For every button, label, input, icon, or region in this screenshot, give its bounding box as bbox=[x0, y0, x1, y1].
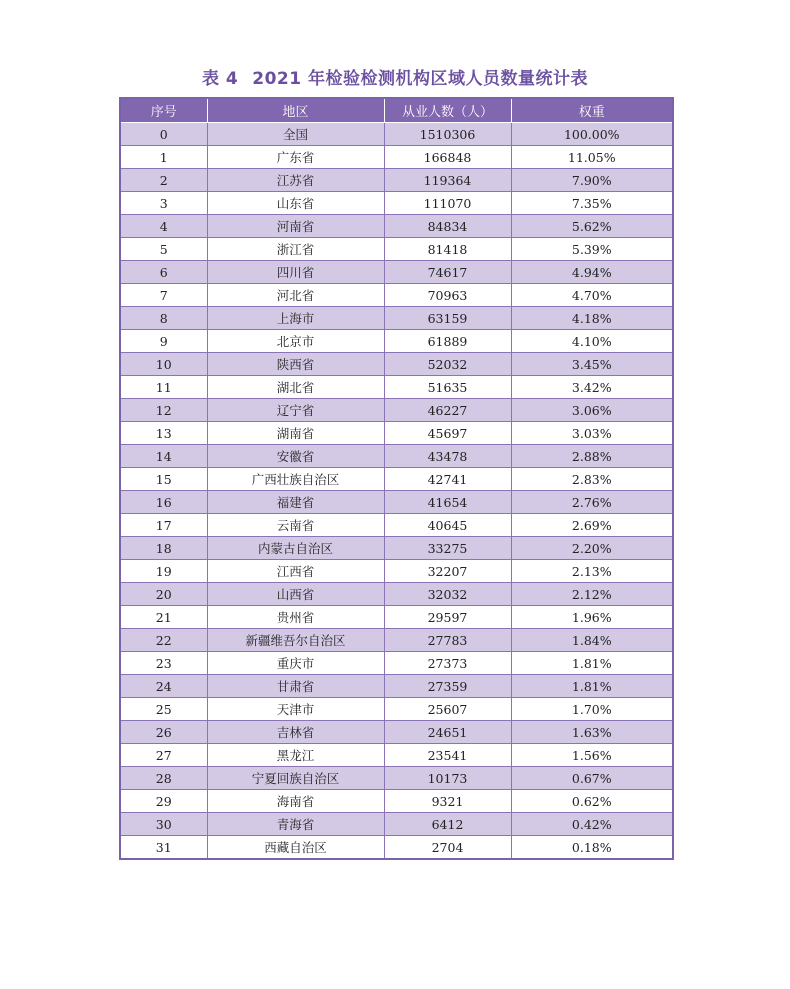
weight-cell: 2.13% bbox=[511, 560, 673, 583]
employees-cell: 41654 bbox=[384, 491, 511, 514]
weight-cell: 2.76% bbox=[511, 491, 673, 514]
index-cell: 3 bbox=[120, 192, 207, 215]
weight-cell: 0.42% bbox=[511, 813, 673, 836]
weight-cell: 3.03% bbox=[511, 422, 673, 445]
table-row bbox=[120, 376, 673, 399]
employees-cell: 24651 bbox=[384, 721, 511, 744]
employees-cell: 1510306 bbox=[384, 123, 511, 146]
table-row bbox=[120, 169, 673, 192]
index-cell: 5 bbox=[120, 238, 207, 261]
employees-cell: 61889 bbox=[384, 330, 511, 353]
region-cell: 湖南省 bbox=[207, 422, 384, 445]
table-number: 表 4 bbox=[202, 69, 239, 89]
weight-cell: 3.42% bbox=[511, 376, 673, 399]
employees-cell: 6412 bbox=[384, 813, 511, 836]
employees-cell: 111070 bbox=[384, 192, 511, 215]
table-row bbox=[120, 261, 673, 284]
index-cell: 27 bbox=[120, 744, 207, 767]
weight-cell: 0.18% bbox=[511, 836, 673, 860]
region-cell: 陕西省 bbox=[207, 353, 384, 376]
region-cell: 江苏省 bbox=[207, 169, 384, 192]
employees-cell: 74617 bbox=[384, 261, 511, 284]
index-cell: 10 bbox=[120, 353, 207, 376]
column-header-employees: 从业人数（人） bbox=[384, 98, 511, 123]
index-cell: 6 bbox=[120, 261, 207, 284]
employees-cell: 45697 bbox=[384, 422, 511, 445]
weight-cell: 2.88% bbox=[511, 445, 673, 468]
table-row bbox=[120, 514, 673, 537]
region-cell: 山西省 bbox=[207, 583, 384, 606]
table-row bbox=[120, 330, 673, 353]
employees-cell: 81418 bbox=[384, 238, 511, 261]
table-row bbox=[120, 537, 673, 560]
table-row bbox=[120, 192, 673, 215]
region-cell: 浙江省 bbox=[207, 238, 384, 261]
region-cell: 内蒙古自治区 bbox=[207, 537, 384, 560]
weight-cell: 1.56% bbox=[511, 744, 673, 767]
table-row bbox=[120, 491, 673, 514]
index-cell: 29 bbox=[120, 790, 207, 813]
employees-cell: 29597 bbox=[384, 606, 511, 629]
weight-cell: 0.62% bbox=[511, 790, 673, 813]
region-cell: 新疆维吾尔自治区 bbox=[207, 629, 384, 652]
table-row bbox=[120, 238, 673, 261]
weight-cell: 11.05% bbox=[511, 146, 673, 169]
employees-cell: 51635 bbox=[384, 376, 511, 399]
employees-cell: 33275 bbox=[384, 537, 511, 560]
region-cell: 全国 bbox=[207, 123, 384, 146]
index-cell: 26 bbox=[120, 721, 207, 744]
column-header-index: 序号 bbox=[120, 98, 207, 123]
weight-cell: 1.96% bbox=[511, 606, 673, 629]
table-row bbox=[120, 652, 673, 675]
index-cell: 31 bbox=[120, 836, 207, 860]
table-row bbox=[120, 721, 673, 744]
employees-cell: 70963 bbox=[384, 284, 511, 307]
employees-cell: 27783 bbox=[384, 629, 511, 652]
weight-cell: 2.12% bbox=[511, 583, 673, 606]
table-row bbox=[120, 284, 673, 307]
weight-cell: 5.39% bbox=[511, 238, 673, 261]
table-row bbox=[120, 215, 673, 238]
region-cell: 广东省 bbox=[207, 146, 384, 169]
index-cell: 4 bbox=[120, 215, 207, 238]
weight-cell: 3.06% bbox=[511, 399, 673, 422]
employees-cell: 27373 bbox=[384, 652, 511, 675]
index-cell: 1 bbox=[120, 146, 207, 169]
weight-cell: 1.63% bbox=[511, 721, 673, 744]
index-cell: 28 bbox=[120, 767, 207, 790]
region-cell: 吉林省 bbox=[207, 721, 384, 744]
employees-cell: 9321 bbox=[384, 790, 511, 813]
column-header-weight: 权重 bbox=[511, 98, 673, 123]
region-cell: 广西壮族自治区 bbox=[207, 468, 384, 491]
index-cell: 17 bbox=[120, 514, 207, 537]
region-cell: 河南省 bbox=[207, 215, 384, 238]
region-cell: 山东省 bbox=[207, 192, 384, 215]
table-row bbox=[120, 307, 673, 330]
region-cell: 湖北省 bbox=[207, 376, 384, 399]
table-row bbox=[120, 767, 673, 790]
region-cell: 北京市 bbox=[207, 330, 384, 353]
region-cell: 重庆市 bbox=[207, 652, 384, 675]
index-cell: 7 bbox=[120, 284, 207, 307]
employees-cell: 40645 bbox=[384, 514, 511, 537]
region-cell: 安徽省 bbox=[207, 445, 384, 468]
table-title-text: 2021 年检验检测机构区域人员数量统计表 bbox=[252, 69, 588, 89]
index-cell: 13 bbox=[120, 422, 207, 445]
table-row bbox=[120, 675, 673, 698]
table-row bbox=[120, 445, 673, 468]
index-cell: 30 bbox=[120, 813, 207, 836]
region-cell: 海南省 bbox=[207, 790, 384, 813]
table-title bbox=[0, 64, 790, 89]
weight-cell: 2.20% bbox=[511, 537, 673, 560]
employees-cell: 32032 bbox=[384, 583, 511, 606]
index-cell: 19 bbox=[120, 560, 207, 583]
weight-cell: 1.84% bbox=[511, 629, 673, 652]
region-cell: 黑龙江 bbox=[207, 744, 384, 767]
table-row bbox=[120, 560, 673, 583]
index-cell: 16 bbox=[120, 491, 207, 514]
employees-cell: 10173 bbox=[384, 767, 511, 790]
employees-cell: 25607 bbox=[384, 698, 511, 721]
index-cell: 0 bbox=[120, 123, 207, 146]
table-row bbox=[120, 836, 673, 860]
table-row bbox=[120, 468, 673, 491]
index-cell: 12 bbox=[120, 399, 207, 422]
table-row bbox=[120, 146, 673, 169]
table-row bbox=[120, 583, 673, 606]
weight-cell: 2.83% bbox=[511, 468, 673, 491]
weight-cell: 1.70% bbox=[511, 698, 673, 721]
index-cell: 24 bbox=[120, 675, 207, 698]
weight-cell: 100.00% bbox=[511, 123, 673, 146]
weight-cell: 1.81% bbox=[511, 652, 673, 675]
table-body bbox=[120, 123, 673, 860]
index-cell: 2 bbox=[120, 169, 207, 192]
table-row bbox=[120, 606, 673, 629]
region-cell: 西藏自治区 bbox=[207, 836, 384, 860]
employees-cell: 46227 bbox=[384, 399, 511, 422]
weight-cell: 5.62% bbox=[511, 215, 673, 238]
weight-cell: 4.10% bbox=[511, 330, 673, 353]
table-row bbox=[120, 629, 673, 652]
employees-cell: 43478 bbox=[384, 445, 511, 468]
index-cell: 9 bbox=[120, 330, 207, 353]
employees-cell: 23541 bbox=[384, 744, 511, 767]
employees-cell: 2704 bbox=[384, 836, 511, 860]
weight-cell: 1.81% bbox=[511, 675, 673, 698]
index-cell: 11 bbox=[120, 376, 207, 399]
region-cell: 四川省 bbox=[207, 261, 384, 284]
employees-cell: 32207 bbox=[384, 560, 511, 583]
table-row bbox=[120, 422, 673, 445]
column-header-region: 地区 bbox=[207, 98, 384, 123]
employees-cell: 52032 bbox=[384, 353, 511, 376]
weight-cell: 7.90% bbox=[511, 169, 673, 192]
employees-cell: 119364 bbox=[384, 169, 511, 192]
table-row bbox=[120, 744, 673, 767]
region-cell: 甘肃省 bbox=[207, 675, 384, 698]
employees-cell: 27359 bbox=[384, 675, 511, 698]
index-cell: 25 bbox=[120, 698, 207, 721]
index-cell: 23 bbox=[120, 652, 207, 675]
employees-cell: 84834 bbox=[384, 215, 511, 238]
region-cell: 宁夏回族自治区 bbox=[207, 767, 384, 790]
weight-cell: 2.69% bbox=[511, 514, 673, 537]
index-cell: 18 bbox=[120, 537, 207, 560]
region-cell: 福建省 bbox=[207, 491, 384, 514]
region-cell: 青海省 bbox=[207, 813, 384, 836]
table-row bbox=[120, 698, 673, 721]
index-cell: 22 bbox=[120, 629, 207, 652]
weight-cell: 0.67% bbox=[511, 767, 673, 790]
weight-cell: 3.45% bbox=[511, 353, 673, 376]
header-row bbox=[120, 98, 673, 123]
table-header bbox=[120, 98, 673, 123]
table-row bbox=[120, 399, 673, 422]
employees-cell: 63159 bbox=[384, 307, 511, 330]
region-cell: 河北省 bbox=[207, 284, 384, 307]
region-cell: 江西省 bbox=[207, 560, 384, 583]
region-cell: 天津市 bbox=[207, 698, 384, 721]
statistics-table bbox=[119, 97, 674, 860]
index-cell: 21 bbox=[120, 606, 207, 629]
region-cell: 上海市 bbox=[207, 307, 384, 330]
region-cell: 贵州省 bbox=[207, 606, 384, 629]
weight-cell: 4.94% bbox=[511, 261, 673, 284]
weight-cell: 4.18% bbox=[511, 307, 673, 330]
employees-cell: 166848 bbox=[384, 146, 511, 169]
table-row bbox=[120, 353, 673, 376]
weight-cell: 7.35% bbox=[511, 192, 673, 215]
table-row bbox=[120, 813, 673, 836]
weight-cell: 4.70% bbox=[511, 284, 673, 307]
employees-cell: 42741 bbox=[384, 468, 511, 491]
index-cell: 14 bbox=[120, 445, 207, 468]
table-row bbox=[120, 790, 673, 813]
table-row bbox=[120, 123, 673, 146]
index-cell: 15 bbox=[120, 468, 207, 491]
index-cell: 20 bbox=[120, 583, 207, 606]
index-cell: 8 bbox=[120, 307, 207, 330]
region-cell: 辽宁省 bbox=[207, 399, 384, 422]
region-cell: 云南省 bbox=[207, 514, 384, 537]
